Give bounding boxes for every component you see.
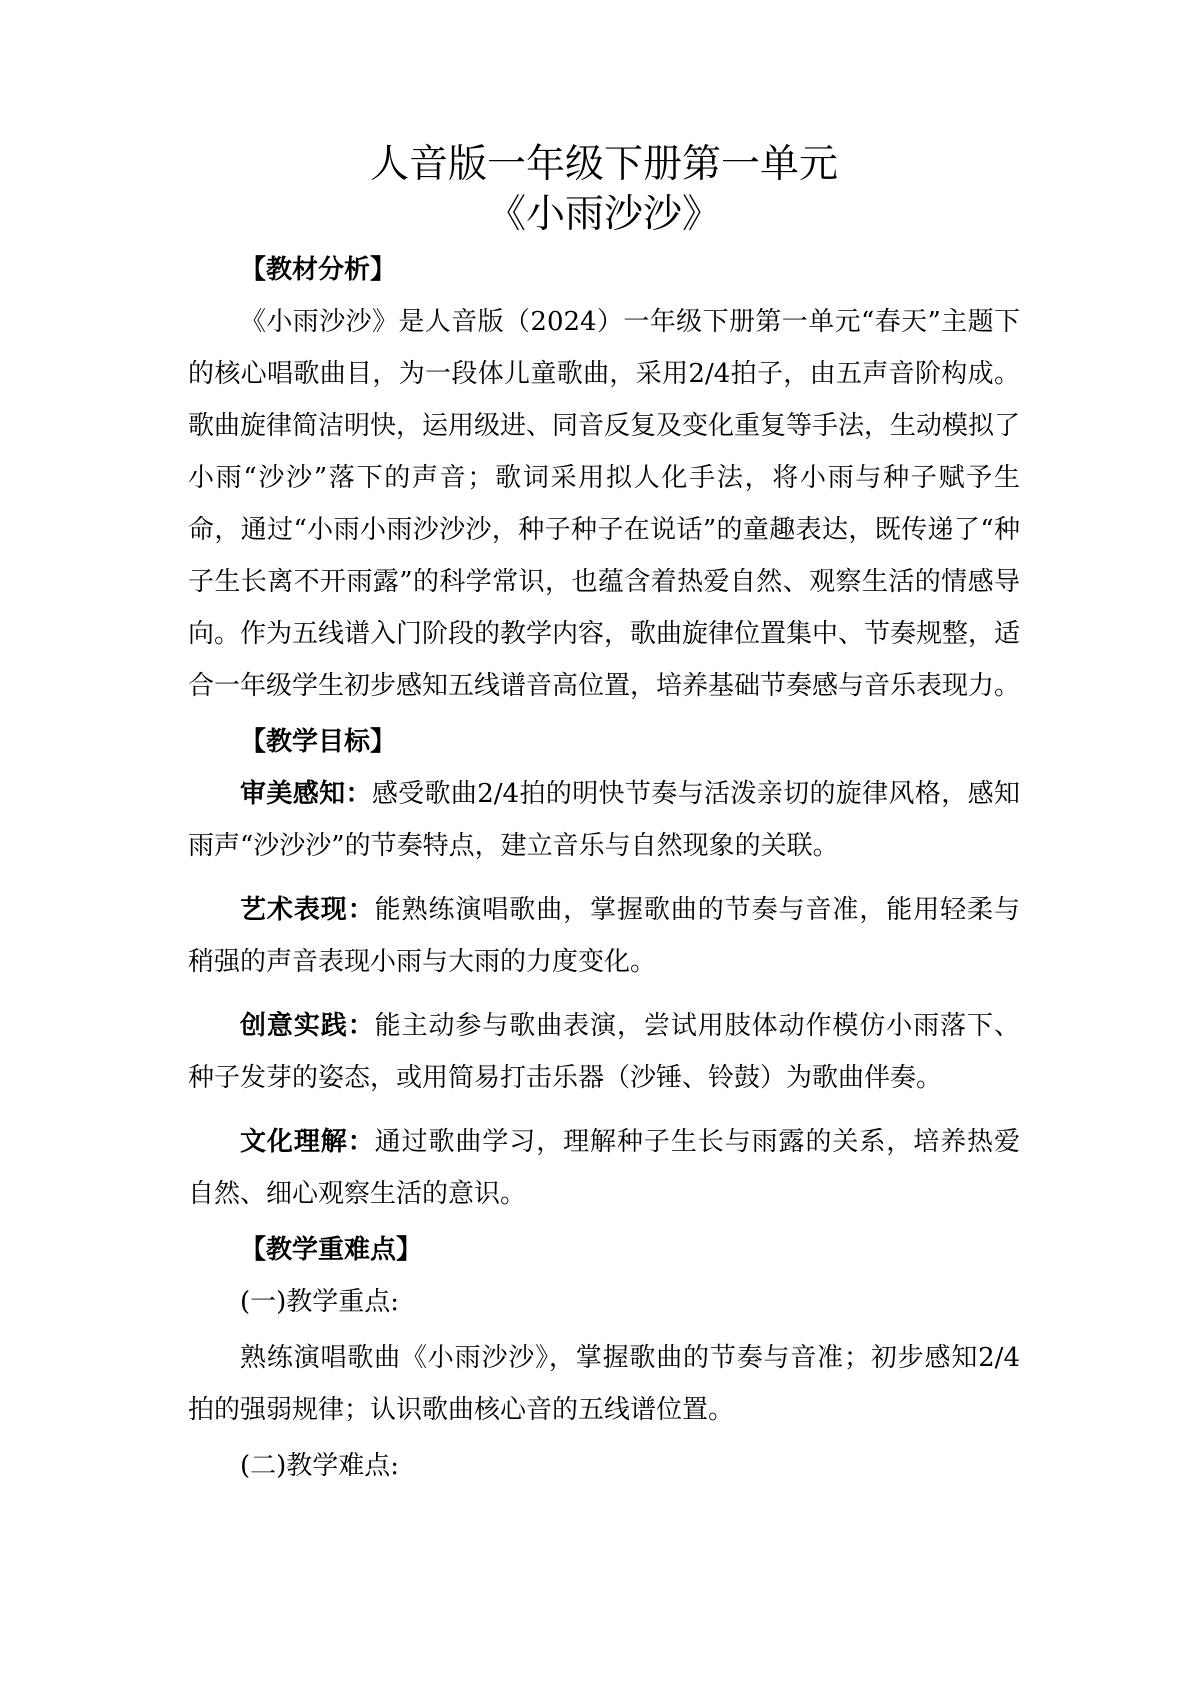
objective-label: 审美感知：	[240, 779, 372, 809]
objective-aesthetic	[188, 768, 1020, 872]
objective-label: 创意实践：	[240, 1011, 375, 1041]
key-points-sub2-heading: (二)教学难点:	[240, 1451, 400, 1481]
spacer	[188, 872, 1020, 884]
key-points-sub1-text: 熟练演唱歌曲《小雨沙沙》，掌握歌曲的节奏与音准；初步感知2/4拍的强弱规律；认识歌曲核心音的五线谱位置。	[188, 1343, 1020, 1425]
spacer	[188, 1104, 1020, 1116]
section-heading-key-points: 【教学重难点】	[240, 1235, 423, 1265]
objective-cultural	[188, 1116, 1020, 1220]
objective-text: 能主动参与歌曲表演，尝试用肢体动作模仿小雨落下、种子发芽的姿态，或用简易打击乐器（沙锤、铃鼓）为歌曲伴奏。	[188, 1011, 1020, 1093]
key-points-sub1-heading: (一)教学重点:	[240, 1287, 400, 1317]
document-title	[188, 140, 1020, 240]
objective-text: 通过歌曲学习，理解种子生长与雨露的关系，培养热爱自然、细心观察生活的意识。	[188, 1127, 1020, 1209]
spacer	[188, 988, 1020, 1000]
title-line-1: 人音版一年级下册第一单元	[369, 142, 838, 187]
analysis-paragraph: 《小雨沙沙》是人音版（2024）一年级下册第一单元“春天”主题下的核心唱歌曲目，为一段体儿童歌曲，采用2/4拍子，由五声音阶构成。歌曲旋律简洁明快，运用级进、同音反复及变化重复等手法，生动模拟了小雨“沙沙”落下的声音；歌词采用拟人化手法，将小雨与种子赋予生命，通过“小雨小雨沙沙沙，种子种子在说话”的童趣表达，既传递了“种子生长离不开雨露”的科学常识，也蕴含着热爱自然、观察生活的情感导向。作为五线谱入门阶段的教学内容，歌曲旋律位置集中、节奏规整，适合一年级学生初步感知五线谱音高位置，培养基础节奏感与音乐表现力。	[188, 307, 1021, 701]
document-content	[188, 140, 1020, 1492]
section-heading-analysis: 【教材分析】	[240, 255, 397, 285]
objective-label: 文化理解：	[240, 1127, 375, 1157]
objective-creative	[188, 1000, 1020, 1104]
objective-text: 感受歌曲2/4拍的明快节奏与活泼亲切的旋律风格，感知雨声“沙沙沙”的节奏特点，建立音乐与自然现象的关联。	[188, 779, 1020, 861]
objective-label: 艺术表现：	[240, 895, 375, 925]
objective-artistic	[188, 884, 1020, 988]
section-heading-objectives: 【教学目标】	[240, 727, 397, 757]
objective-text: 能熟练演唱歌曲，掌握歌曲的节奏与音准，能用轻柔与稍强的声音表现小雨与大雨的力度变化。	[188, 895, 1020, 977]
title-line-2: 《小雨沙沙》	[486, 192, 721, 237]
